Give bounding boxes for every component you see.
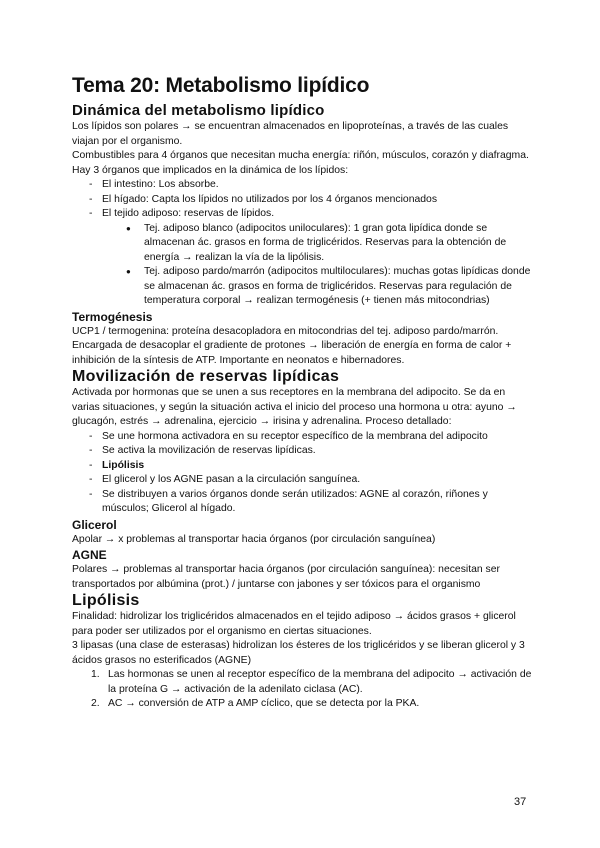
list-item: ● Tej. adiposo blanco (adipocitos uniloculares): 1 gran gota lipídica donde se almacenan ác. grasos en forma de triglicéridos. Reservas para la obtención de energía → realizan la vía de la lipólisis.	[124, 222, 534, 266]
paragraph: Apolar → x problemas al transportar hacia órganos (por circulación sanguínea)	[72, 533, 436, 545]
page-title: Tema 20: Metabolismo lipídico	[72, 74, 370, 97]
step-number: 1.	[91, 669, 100, 680]
step-text: Las hormonas se unen al receptor específico de la membrana del adipocito → activación de la proteína G → activación de la adenilato ciclasa (AC).	[108, 669, 532, 695]
organ-list	[72, 178, 534, 222]
list-item: - El hígado: Capta los lípidos no utilizados por los 4 órganos mencionados	[72, 193, 534, 208]
process-list	[72, 430, 534, 517]
paragraph: 3 lipasas (una clase de esterasas) hidrolizan los ésteres de los triglicéridos y se liberan glicerol y 3 ácidos grasos no esterificados (AGNE)	[72, 640, 525, 666]
section-heading-lipolisis: Lipólisis	[72, 592, 140, 609]
list-item: - El intestino: Los absorbe.	[72, 178, 534, 193]
page-number: 37	[514, 796, 527, 808]
paragraph: UCP1 / termogenina: proteína desacopladora en mitocondrias del tej. adiposo pardo/marrón. Encargada de desacoplar el gradiente de protones → liberación de energía en forma de calor + inhibición de la síntesis de ATP. Importante en neonatos e hibernadores.	[72, 325, 512, 366]
page-content	[72, 74, 534, 712]
list-item: ● Tej. adiposo pardo/marrón (adipocitos multiloculares): muchas gotas lipídicas donde se almacenan ác. grasos en forma de triglicéridos. Reservas para regulación de temperatura corporal → realizan termogénesis (+ tienen más mitocondrias)	[124, 265, 534, 309]
section-heading-glicerol: Glicerol	[72, 517, 117, 532]
section-heading-movilizacion: Movilización de reservas lipídicas	[72, 368, 340, 385]
adipose-list	[124, 222, 534, 309]
list-item	[72, 668, 534, 697]
paragraph: Combustibles para 4 órganos que necesitan mucha energía: riñón, músculos, corazón y diafragma. Hay 3 órganos que implicados en la dinámica de los lípidos:	[72, 150, 529, 176]
list-item: - Se une hormona activadora en su receptor específico de la membrana del adipocito	[72, 430, 534, 445]
list-item: - Se distribuyen a varios órganos donde serán utilizados: AGNE al corazón, riñones y músculos; Glicerol al hígado.	[72, 488, 534, 517]
paragraph: Finalidad: hidrolizar los triglicéridos almacenados en el tejido adiposo → ácidos grasos + glicerol para poder ser utilizados por el organismo en ciertas situaciones.	[72, 611, 516, 637]
list-item: - El tejido adiposo: reservas de lípidos.	[72, 207, 534, 222]
list-item: - Se activa la movilización de reservas lipídicas.	[72, 444, 534, 459]
section-heading-termogenesis: Termogénesis	[72, 309, 153, 324]
section-heading-agne: AGNE	[72, 548, 107, 562]
paragraph: Activada por hormonas que se unen a sus receptores en la membrana del adipocito. Se da en varias situaciones, y según la situación activa el inicio del proceso una hormona u otra: ayuno → glucagón, estrés → adrenalina, ejercicio → irisina y adrenalina. Proceso detallado:	[72, 387, 517, 427]
bold-term: Lipólisis	[102, 459, 145, 471]
step-number: 2.	[91, 698, 100, 709]
paragraph: Polares → problemas al transportar hacia órganos (por circulación sanguínea): necesitan ser transportados por albúmina (prot.) / juntarse con jabones y ser tóxicos para el organismo	[72, 564, 500, 590]
list-item	[72, 697, 534, 712]
lipolysis-steps	[72, 668, 534, 712]
step-text: AC → conversión de ATP a AMP cíclico, que se detecta por la PKA.	[108, 698, 420, 709]
list-item	[72, 459, 534, 474]
section-heading-dinamica: Dinámica del metabolismo lipídico	[72, 102, 325, 119]
list-item: - El glicerol y los AGNE pasan a la circulación sanguínea.	[72, 473, 534, 488]
paragraph: Los lípidos son polares → se encuentran almacenados en lipoproteínas, a través de las cuales viajan por el organismo.	[72, 121, 509, 147]
